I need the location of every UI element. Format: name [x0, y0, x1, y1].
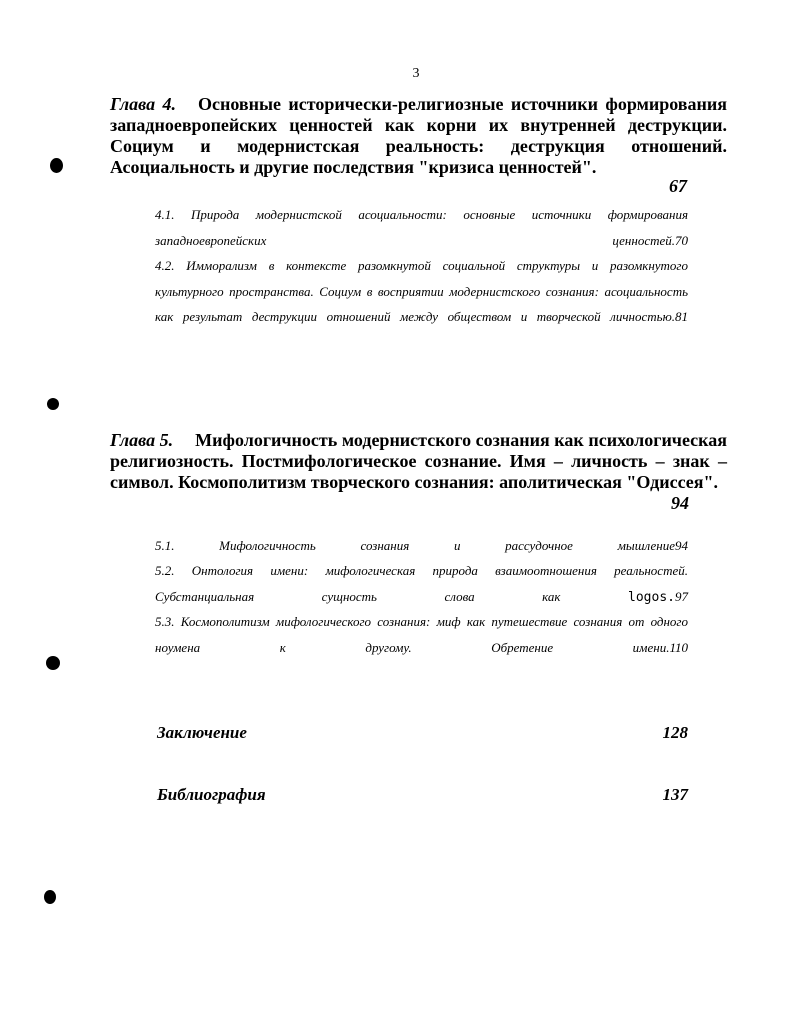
toc-entry-term: logos.	[628, 589, 675, 605]
toc-entry-text: 4.1. Природа модернистской асоциальности: основные источники формирования западноевропейских ценностей.	[155, 207, 688, 248]
toc-conclusion-page: 128	[662, 723, 688, 742]
chapter-5-heading	[110, 430, 727, 514]
chapter-5-title: Мифологичность модернистского сознания как психологическая религиозность. Постмифологическое сознание. Имя – личность – знак – символ. Космополитизм творческого сознания: аполитическая "Одиссея".	[110, 430, 727, 492]
chapter-5-page: 94	[671, 493, 689, 513]
toc-entry-page: 94	[675, 538, 688, 553]
toc-entry-4-1	[155, 202, 688, 253]
toc-entry-page: 81	[675, 309, 688, 324]
toc-entry-5-2	[155, 558, 688, 610]
toc-entry-text: 5.1. Мифологичность сознания и рассудочное мышление	[155, 538, 675, 553]
page-number: 3	[412, 66, 420, 81]
toc-entry-text: 4.2. Имморализм в контексте разомкнутой социальной структуры и разомкнутого культурного пространства. Социум в восприятии модернистского сознания: асоциальность как результат деструкции отношений между обществом и творческой личностью.	[155, 258, 688, 324]
scan-blot	[44, 890, 56, 904]
toc-conclusion-label: Заключение	[157, 723, 247, 742]
toc-bibliography-label: Библиография	[157, 785, 266, 804]
toc-entry-5-3	[155, 609, 688, 660]
toc-conclusion	[157, 723, 688, 743]
toc-entry-text: 5.2. Онтология имени: мифологическая природа взаимоотношения реальностей. Субстанциальная сущность слова как	[155, 563, 688, 604]
toc-entry-4-2	[155, 253, 688, 330]
scan-blot	[47, 398, 59, 410]
scan-blot	[46, 656, 60, 670]
chapter-5-lead: Глава 5.	[110, 430, 174, 450]
toc-bibliography-page: 137	[662, 785, 688, 804]
chapter-4-page: 67	[669, 176, 687, 196]
toc-entry-page: 110	[669, 639, 688, 655]
toc-entry-page: 70	[675, 232, 688, 248]
chapter-4-heading	[110, 94, 727, 178]
chapter-4-lead: Глава 4.	[110, 94, 176, 114]
toc-entry-text: 5.3. Космополитизм мифологического сознания: миф как путешествие сознания от одного ноумена к другому. Обретение имени.	[155, 614, 688, 655]
chapter-4-title: Основные исторически-религиозные источники формирования западноевропейских ценностей как корни их внутренней деструкции. Социум и модернистская реальность: деструкция отношений. Асоциальность и другие последствия "кризиса ценностей".	[110, 94, 727, 177]
toc-bibliography	[157, 785, 688, 805]
toc-entry-5-1	[155, 533, 688, 559]
toc-entry-page: 97	[675, 588, 688, 604]
scan-blot	[50, 158, 63, 173]
